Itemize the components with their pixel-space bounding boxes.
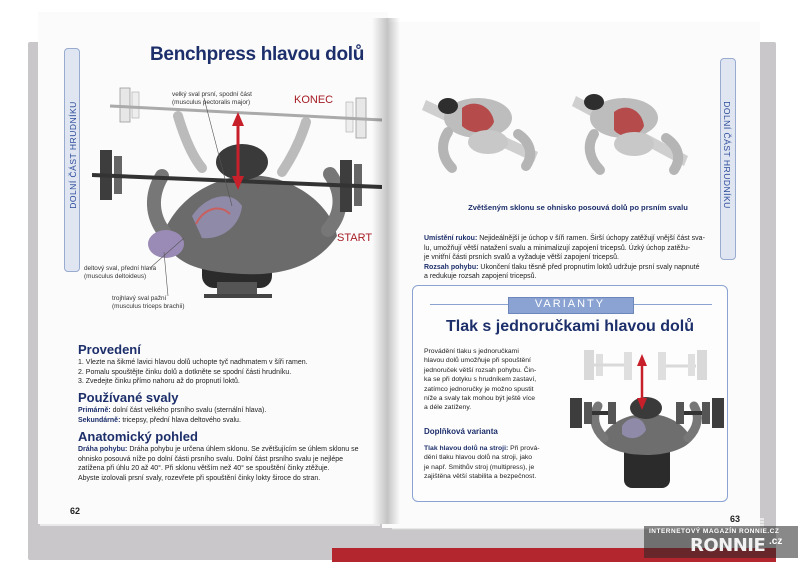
variant-title: Tlak s jednoručkami hlavou dolů (445, 318, 695, 335)
book-gutter (372, 18, 400, 524)
stroj-line: je např. Smithův stroj (multipress), je (424, 463, 535, 471)
variant-intro-line: hlavou dolů umožňuje při spouštění (424, 357, 531, 365)
anatomicky-line (78, 445, 359, 455)
start-label: START (337, 232, 373, 244)
stroj-line-text: Při prová- (508, 445, 540, 452)
pouzivane-heading: Používané svaly (78, 390, 179, 405)
draha-label: Dráha pohybu: (78, 446, 128, 453)
umisteni-line-text: Nejideálnější je úchop v šíři ramen. Širší úchopy zatěžují vnější část sva- (477, 235, 705, 242)
umisteni-line: je vnitřní části prsních svalů a vyžaduje větší zapojení tricepsů. (424, 254, 619, 262)
sekundarne-label: Sekundárně: (78, 416, 121, 424)
variants-rule-left (430, 304, 508, 305)
provedeni-item: 1. Vlezte na šikmé lavici hlavou dolů uchopte tyč nadhmatem v šíři ramen. (78, 359, 308, 366)
pectoralis-label-line2: (musculus pectoralis major) (172, 99, 251, 106)
watermark-tagline: INTERNETOVÝ MAGAZÍN RONNIE.CZ (649, 528, 780, 535)
rozsah-line-text: Ukončení tlaku těsně před propnutím loktů udržuje prsní svaly napnuté (478, 263, 700, 271)
deltoid-label-line1: deltový sval, přední hlava (84, 265, 157, 272)
pouzivane-text (78, 406, 266, 425)
stroj-line: dění tlaku hlavou dolů na stroji, jako (424, 454, 533, 462)
watermark-logo: RONNIE (690, 535, 766, 556)
incline-figure-2 (572, 94, 688, 170)
incline-figure-1 (422, 98, 538, 168)
variant-intro-line: zatímco jednoručky je možno spustit (424, 385, 534, 393)
anatomicky-heading: Anatomický pohled (78, 429, 198, 444)
pouzivane-primarne (78, 406, 266, 416)
pouzivane-sekundarne (78, 416, 266, 426)
umisteni-text (424, 234, 705, 282)
illustration-caption: Zvětšeným sklonu se ohnisko posouvá dolů po prsním svalu (468, 203, 688, 212)
triceps-label (112, 295, 184, 311)
stroj-line (424, 444, 540, 453)
rozsah-line (424, 263, 705, 273)
anatomicky-line-text: Dráha pohybu je určena úhlem sklonu. Se zvětšujícím se úhlem sklonu se (127, 446, 359, 453)
provedeni-item: 2. Pomalu spouštějte činku dolů a dotkněte se spodní části hrudníku. (78, 368, 292, 376)
anatomicky-line: Abyste izolovali prsní svaly, rozevřete při spouštění činky lokty široce do stran. (78, 474, 321, 482)
variant-intro-line: a déle zatíženy. (424, 404, 472, 412)
pectoralis-label (172, 91, 252, 107)
doplnkova-heading: Doplňková varianta (424, 427, 498, 436)
variant-intro-line: jednoruček větší rozsah pohybu. Čin- (424, 366, 537, 374)
umisteni-line: lu, umožňují větší natažení svalu a minimalizují zapojení tricepsů. Úzký úchop zatěžu- (424, 244, 691, 252)
deltoid-label-line2: (musculus deltoideus) (84, 273, 147, 280)
rozsah-line: a redukuje rozsah zapojení tricepsů. (424, 273, 537, 281)
stroj-line: zajištěna větší stabilita a bezpečnost. (424, 473, 537, 481)
triceps-label-line1: trojhlavý sval pažní (112, 295, 167, 302)
variant-intro-line: níže a svaly tak mohou být ještě více (424, 395, 536, 403)
primarne-text: dolní část velkého prsního svalu (sternální hlava). (110, 407, 267, 414)
dumbbell-illustration (566, 344, 726, 494)
pectoralis-label-line1: velký sval prsní, spodní část (172, 91, 252, 98)
variants-rule-right (632, 304, 712, 305)
konec-label: KONEC (294, 94, 334, 106)
primarne-label: Primárně: (78, 407, 111, 414)
incline-illustrations (418, 82, 718, 192)
sekundarne-text: tricepsy, přední hlava deltového svalu. (120, 416, 241, 424)
side-tab-right-text: DOLNÍ ČÁST HRUDNÍKU (722, 101, 732, 209)
provedeni-heading: Provedení (78, 342, 141, 357)
anatomicky-line: zatížena při úhlu 20 až 40°. Při sklonu větším než 40° se spouštění činky ztěžuje. (78, 465, 330, 473)
page-title: Benchpress hlavou dolů (150, 44, 365, 65)
anatomicky-line: ohnisko posouvá níže po dolní části prsního svalu. Dolní část prsního svalu je nejlépe (78, 455, 343, 463)
variant-intro (424, 347, 536, 413)
provedeni-item: 3. Zvedejte činku přímo nahoru až do propnutí loktů. (78, 378, 240, 386)
deltoid-label (84, 265, 156, 281)
triceps-label-line2: (musculus triceps brachii) (112, 303, 185, 310)
page-number-right: 63 (730, 514, 741, 524)
umisteni-label: Umístění rukou: (424, 235, 478, 242)
variants-band-label: VARIANTY (534, 298, 606, 310)
stroj-text (424, 444, 540, 482)
stroj-label: Tlak hlavou dolů na stroji: (424, 445, 509, 452)
variant-intro-line: Provádění tlaku s jednoručkami (424, 348, 519, 355)
provedeni-list (78, 358, 308, 387)
side-tab-left-text: DOLNÍ ČÁST HRUDNÍKU (68, 101, 78, 209)
variant-intro-line: ka se při dotyku s hrudníkem zastaví, (424, 376, 537, 384)
page-number-left: 62 (70, 506, 81, 516)
rozsah-label: Rozsah pohybu: (424, 263, 479, 271)
watermark-logo-suffix: .cz (769, 536, 783, 547)
umisteni-line (424, 234, 705, 244)
anatomicky-text (78, 445, 359, 483)
